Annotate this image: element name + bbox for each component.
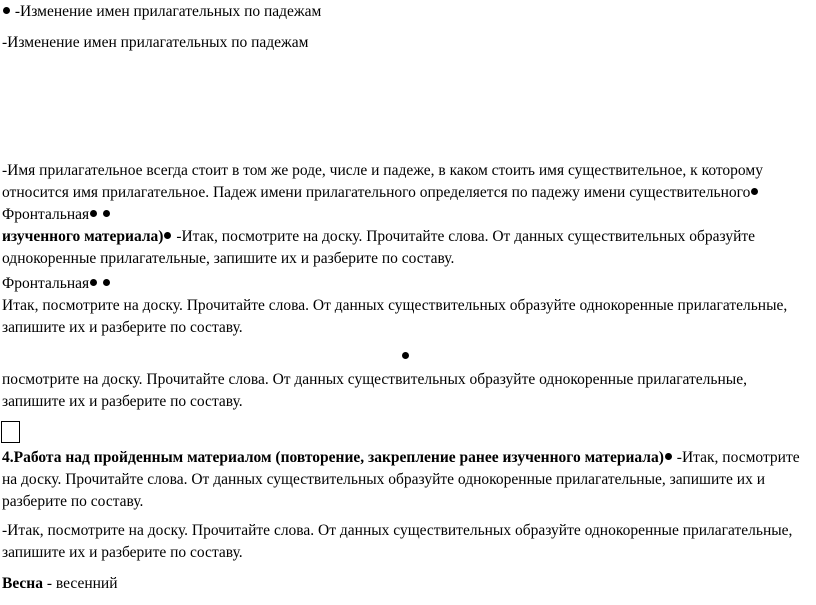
- frontal-paragraph: [2, 273, 812, 339]
- subtitle: [2, 32, 812, 54]
- rule-bold-line: изученного материала): [2, 228, 164, 245]
- bullet-icon: [665, 453, 672, 460]
- repeat-paragraph: [2, 520, 812, 564]
- example-word: Весна: [2, 575, 43, 592]
- bullet-icon: [3, 7, 10, 14]
- look-paragraph: [2, 369, 812, 413]
- subtitle-text: -Изменение имен прилагательных по падежам: [2, 34, 309, 51]
- bullet-icon: [103, 279, 110, 286]
- bullet-icon: [751, 188, 758, 195]
- example-derived: весенний: [55, 575, 118, 592]
- work-paragraph: [2, 447, 812, 513]
- title-text: -Изменение имен прилагательных по падежам: [14, 3, 322, 20]
- bullet-icon: [103, 210, 110, 217]
- rule-instruction: -Итак, посмотрите на доску. Прочитайте слова. От данных существительных образуйте однокоренные прилагательные, запишите их и разберите по составу.: [2, 228, 756, 267]
- bullet-icon: [90, 279, 97, 286]
- bullet-icon: [90, 210, 97, 217]
- checkbox[interactable]: [1, 421, 20, 443]
- frontal-text: Итак, посмотрите на доску. Прочитайте слова. От данных существительных образуйте однокоренные прилагательные, запишите их и разберите по составу.: [2, 297, 788, 336]
- example-separator: -: [42, 575, 56, 592]
- repeat-text: -Итак, посмотрите на доску. Прочитайте слова. От данных существительных образуйте однокоренные прилагательные, запишите их и разберите по составу.: [2, 522, 793, 561]
- example-line: [2, 573, 812, 595]
- work-title: 4.Работа над пройденным материалом (повторение, закрепление ранее изученного материала): [2, 449, 664, 466]
- rule-paragraph: [2, 160, 792, 270]
- bullet-icon: [402, 352, 409, 359]
- frontal-label: Фронтальная: [2, 275, 90, 292]
- bullet-icon: [164, 232, 171, 239]
- work-text: -Итак, посмотрите на доску. Прочитайте слова. От данных существительных образуйте однокоренные прилагательные, запишите их и разберите по составу.: [2, 449, 800, 510]
- rule-frontal-label: Фронтальная: [2, 206, 90, 223]
- look-text: посмотрите на доску. Прочитайте слова. От данных существительных образуйте однокоренные прилагательные, запишите их и разберите по составу.: [2, 371, 747, 410]
- rule-text: -Имя прилагательное всегда стоит в том же роде, числе и падеже, в каком стоить имя существительное, к которому относится имя прилагательное. Падеж имени прилагательного определяется по падежу имени существительного: [2, 162, 763, 201]
- page-title: [2, 1, 812, 23]
